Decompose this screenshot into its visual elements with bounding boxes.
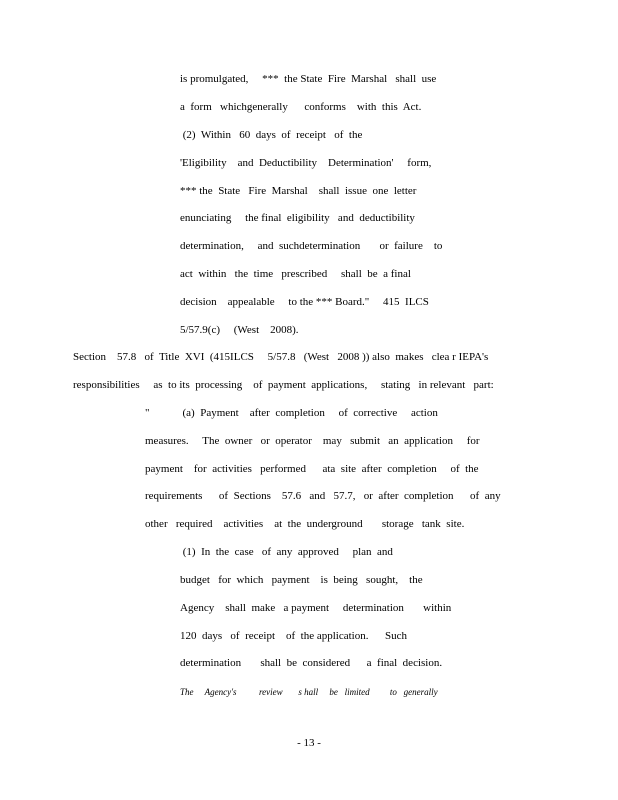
quote3-line-6: The Agency's review s hall be limited to generally xyxy=(180,687,438,697)
quote3-line-4: 120 days of receipt of the application. Such xyxy=(180,630,407,642)
quote1-line-10: 5/57.9(c) (West 2008). xyxy=(180,324,299,336)
quote3-line-2: budget for which payment is being sought, the xyxy=(180,574,423,586)
quote2-line-4: requirements of Sections 57.6 and 57.7, or after completion of any xyxy=(145,490,501,502)
quote3-line-1: (1) In the case of any approved plan and xyxy=(180,546,393,558)
quote1-line-6: enunciating the final eligibility and deductibility xyxy=(180,212,415,224)
quote3-line-3: Agency shall make a payment determination within xyxy=(180,602,452,614)
quote3-line-5: determination shall be considered a final decision. xyxy=(180,657,443,669)
quote2-line-5: other required activities at the underground storage tank site. xyxy=(145,518,465,530)
quote1-line-4: 'Eligibility and Deductibility Determination' form, xyxy=(180,157,432,169)
body-line-1: Section 57.8 of Title XVI (415ILCS 5/57.8 (West 2008 )) also makes clea r IEPA's xyxy=(73,351,489,363)
quote1-line-9: decision appealable to the *** Board." 415 ILCS xyxy=(180,296,429,308)
quote1-line-7: determination, and suchdetermination or failure to xyxy=(180,240,443,252)
quote2-line-1: " (a) Payment after completion of corrective action xyxy=(145,407,438,419)
quote2-line-3: payment for activities performed ata site after completion of the xyxy=(145,463,479,475)
quote1-line-5: *** the State Fire Marshal shall issue one letter xyxy=(180,185,417,197)
quote1-line-2: a form whichgenerally conforms with this Act. xyxy=(180,101,422,113)
quote2-line-2: measures. The owner or operator may submit an application for xyxy=(145,435,480,447)
quote1-line-1: is promulgated, *** the State Fire Marshal shall use xyxy=(180,73,437,85)
page-number: - 13 - xyxy=(297,737,321,749)
quote1-line-3: (2) Within 60 days of receipt of the xyxy=(180,129,363,141)
body-line-2: responsibilities as to its processing of payment applications, stating in relevant part: xyxy=(73,379,494,391)
quote1-line-8: act within the time prescribed shall be a final xyxy=(180,268,411,280)
